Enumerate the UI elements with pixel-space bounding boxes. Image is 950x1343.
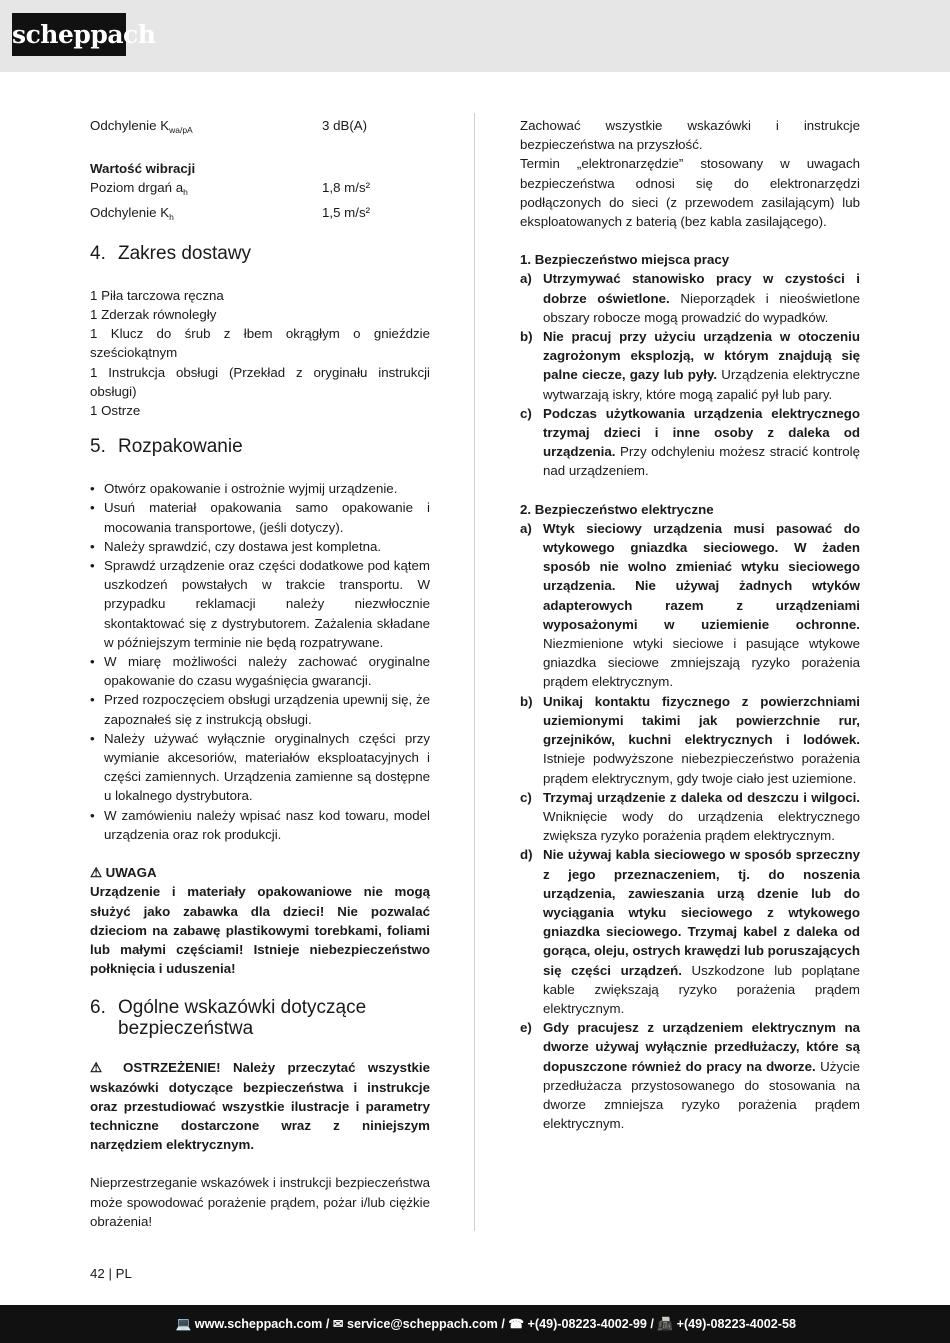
vibration-title: Wartość wibracji — [90, 161, 196, 177]
section-number: 6. — [90, 997, 106, 1019]
section-number: 5. — [90, 436, 106, 458]
item-marker: e) — [520, 1020, 532, 1036]
computer-icon: 💻 — [175, 1317, 192, 1331]
section-6-heading — [90, 997, 430, 1039]
item-marker: a) — [520, 520, 532, 536]
warning-text: Należy przeczytać wszystkie wskazówki dotyczące bezpieczeństwa i instrukcje oraz przestudiować wszystkie ilustracje i parametry techniczne dostarczone wraz z niniejszym narzędziem elektrycznym. — [90, 1060, 430, 1153]
spec-subscript: wa/pA — [169, 125, 193, 135]
uwaga-title: UWAGA — [105, 865, 157, 881]
item-marker: a) — [520, 271, 532, 287]
spec-label: Poziom drgań a — [90, 180, 184, 196]
uwaga-text: Urządzenie i materiały opakowaniowe nie mogą służyć jako zabawka dla dzieci! Nie pozwalać dzieciom na zabawę plastikowymi torebkami, foliami lub małymi częściami! Istnieje niebezpieczeństwo połknięcia i uduszenia! — [90, 884, 430, 977]
item-bold-text: Wtyk sieciowy urządzenia musi pasować do wtykowego gniazdka sieciowego. W żaden sposób nie wolno zmieniać wtyku sieciowego urządzenia. Nie używaj żadnych wtyków adapterowych razem z urządzeniami wyposażonymi w uziemienie ochronne. — [543, 520, 860, 632]
list-item: • Przed rozpoczęciem obsługi urządzenia upewnij się, że zapoznałeś się z instrukcją obsługi. — [90, 690, 430, 728]
spec-row-kwa — [90, 116, 430, 140]
electrical-safety-list — [520, 519, 860, 1134]
email-link[interactable]: service@scheppach.com — [346, 1317, 498, 1331]
spec-row-ah — [90, 178, 430, 202]
intro-paragraph: Zachować wszystkie wskazówki i instrukcje bezpieczeństwa na przyszłość. — [520, 118, 860, 153]
fax-icon: 📠 — [657, 1317, 674, 1331]
list-item — [520, 519, 860, 692]
section-title: Ogólne wskazówki dotyczące bezpieczeństwa — [118, 997, 367, 1040]
phone-number: +(49)-08223-4002-99 — [527, 1317, 647, 1331]
list-item: • Usuń materiał opakowania samo opakowanie i mocowania transportowe, (jeśli dotyczy). — [90, 498, 430, 536]
delivery-list — [90, 286, 430, 420]
item-bold-text: Nie pracuj przy użyciu urządzenia w otoczeniu zagrożonym eksplozją, w którym znajdują się palne ciecze, gazy lub pyły. — [543, 329, 860, 383]
item-bold-text: Nie używaj kabla sieciowego w sposób sprzeczny z jego przeznaczeniem, tj. do noszenia urządzenia, zawieszania urzą dzenie lub do wyciągania wtyku sieciowego z wtykowego gniazdka sieciowego. Trzymaj kabel z daleka od gorąca, oleju, ostrych krawędzi lub poruszających się części urządzeń. — [543, 847, 861, 978]
subsection-heading: 2. Bezpieczeństwo elektryczne — [520, 501, 714, 517]
warning-icon: ⚠ — [90, 865, 102, 881]
list-item — [520, 269, 860, 327]
spec-label: Odchylenie K — [90, 204, 170, 220]
list-item — [520, 327, 860, 404]
item-bold-text: Trzymaj urządzenie z daleka od deszczu i wilgoci. — [543, 789, 860, 805]
mail-icon: ✉ — [332, 1317, 344, 1331]
item-marker: b) — [520, 329, 533, 345]
section-title: Zakres dostawy — [118, 242, 252, 264]
non-compliance-text: Nieprzestrzeganie wskazówek i instrukcji bezpieczeństwa może spowodować porażenie prądem, pożar i/lub ciężkie obrażenia! — [90, 1175, 430, 1229]
section-number: 4. — [90, 242, 106, 264]
list-item: • Sprawdź urządzenie oraz części dodatkowe pod kątem uszkodzeń powstałych w trakcie transportu. W przypadku reklamacji należy niezwłocznie skontaktować się z dystrybutorem. Zażalenia składane w późniejszym terminie nie będą rozpatrywane. — [90, 556, 430, 652]
spec-subscript: h — [169, 211, 174, 222]
list-item — [520, 692, 860, 788]
item-text: Niezmienione wtyki sieciowe i pasujące wtykowe gniazdka sieciowe zmniejszają ryzyko porażenia prądem elektrycznym. — [543, 636, 860, 690]
intro-paragraph: Termin „elektronarzędzie” stosowany w uwagach bezpieczeństwa odnosi się do elektronarzędzi podłączonych do sieci (z przewodem zasilającym) lub eksploatowanych z baterią (bez kabla zasilającego). — [520, 156, 860, 230]
item-text: Użycie przedłużacza przystosowanego do stosowania na dworze zmniejsza ryzyko porażenia prądem elektrycznym. — [543, 1058, 860, 1132]
list-item: • Należy używać wyłącznie oryginalnych części przy wymianie akcesoriów, materiałów eksploatacyjnych i części zamiennych. Urządzenia zamienne są dostępne u lokalnego dystrybutora. — [90, 729, 430, 806]
list-item — [520, 788, 860, 846]
spec-subscript: h — [183, 187, 188, 198]
website-link[interactable]: www.scheppach.com — [194, 1317, 323, 1331]
list-item: • W zamówieniu należy wpisać nasz kod towaru, model urządzenia oraz rok produkcji. — [90, 806, 430, 844]
footer-bar — [0, 1305, 950, 1343]
item-marker: c) — [520, 405, 532, 421]
item-bold-text: Utrzymywać stanowisko pracy w czystości i dobrze oświetlone. — [543, 271, 860, 306]
item-bold-text: Podczas użytkowania urządzenia elektrycznego trzymaj dzieci i inne osoby z daleka od urządzenia. — [543, 405, 860, 460]
list-item — [520, 404, 860, 481]
column-divider — [474, 113, 475, 1231]
warning-paragraph — [90, 1058, 430, 1154]
subsection-heading: 1. Bezpieczeństwo miejsca pracy — [520, 252, 730, 268]
separator: / — [497, 1317, 509, 1331]
item-text: Uszkodzone lub poplątane kable zwiększają ryzyko porażenia prądem elektrycznym. — [543, 962, 860, 1016]
item-text: Przy odchyleniu możesz stracić kontrolę nad urządzeniem. — [543, 444, 860, 479]
item-marker: c) — [520, 789, 532, 805]
right-column — [520, 116, 860, 1133]
warning-lead: OSTRZEŻENIE! — [123, 1060, 221, 1076]
uwaga-heading — [90, 863, 430, 882]
list-item — [520, 1018, 860, 1133]
list-item: • Należy sprawdzić, czy dostawa jest kompletna. — [90, 537, 430, 556]
spec-value: 3 dB(A) — [322, 118, 368, 133]
item-text: Istnieje podwyższone niebezpieczeństwo porażenia prądem elektrycznym, gdy twoje ciało jest uziemione. — [543, 751, 860, 786]
item-text: Wniknięcie wody do urządzenia elektrycznego zwiększa ryzyko porażenia prądem elektrycznym. — [543, 808, 860, 844]
item-marker: d) — [520, 847, 533, 863]
spec-row-kh — [90, 203, 430, 227]
footer-contacts — [176, 1316, 796, 1332]
spec-value: 1,5 m/s² — [322, 204, 371, 220]
section-4-heading — [90, 243, 430, 264]
unpacking-list — [90, 479, 430, 844]
page-number: 42 | PL — [90, 1266, 132, 1281]
warning-icon: ⚠ — [90, 1060, 111, 1076]
item-marker: b) — [520, 693, 533, 709]
delivery-item: 1 Piła tarczowa ręczna — [90, 287, 224, 303]
phone-icon: ☎ — [508, 1317, 525, 1331]
item-bold-text: Unikaj kontaktu fizycznego z powierzchniami uziemionymi takimi jak powierzchnie rur, grzejników, kuchni elektrycznych i lodówek. — [543, 693, 860, 748]
scheppach-logo: scheppach — [12, 13, 126, 56]
list-item: • Otwórz opakowanie i ostrożnie wyjmij urządzenie. — [90, 479, 430, 498]
spec-label: Odchylenie K — [90, 118, 170, 133]
delivery-item: 1 Zderzak równoległy — [90, 307, 217, 323]
item-text: Nieporządek i nieoświetlone obszary robocze mogą prowadzić do wypadków. — [543, 290, 861, 325]
separator: / — [646, 1317, 658, 1331]
delivery-item: 1 Klucz do śrub z łbem okrągłym o gnieździe sześciokątnym — [90, 326, 430, 361]
list-item — [520, 845, 860, 1018]
fax-number: +(49)-08223-4002-58 — [676, 1317, 796, 1331]
spec-value: 1,8 m/s² — [322, 180, 371, 196]
delivery-item: 1 Ostrze — [90, 403, 141, 419]
separator: / — [322, 1317, 333, 1331]
left-column — [90, 116, 430, 1231]
workplace-safety-list — [520, 269, 860, 480]
item-bold-text: Gdy pracujesz z urządzeniem elektrycznym na dworze używaj wyłącznie przedłużaczy, które są dopuszczone również do pracy na dworze. — [543, 1020, 860, 1074]
header-band — [0, 0, 950, 72]
item-text: Urządzenia elektryczne wytwarzają iskry, które mogą zapalić pył lub pary. — [543, 367, 860, 402]
section-title: Rozpakowanie — [118, 436, 243, 458]
list-item: • W miarę możliwości należy zachować oryginalne opakowanie do czasu wygaśnięcia gwarancji. — [90, 652, 430, 690]
delivery-item: 1 Instrukcja obsługi (Przekład z oryginału instrukcji obsługi) — [90, 364, 430, 399]
section-5-heading — [90, 436, 430, 457]
